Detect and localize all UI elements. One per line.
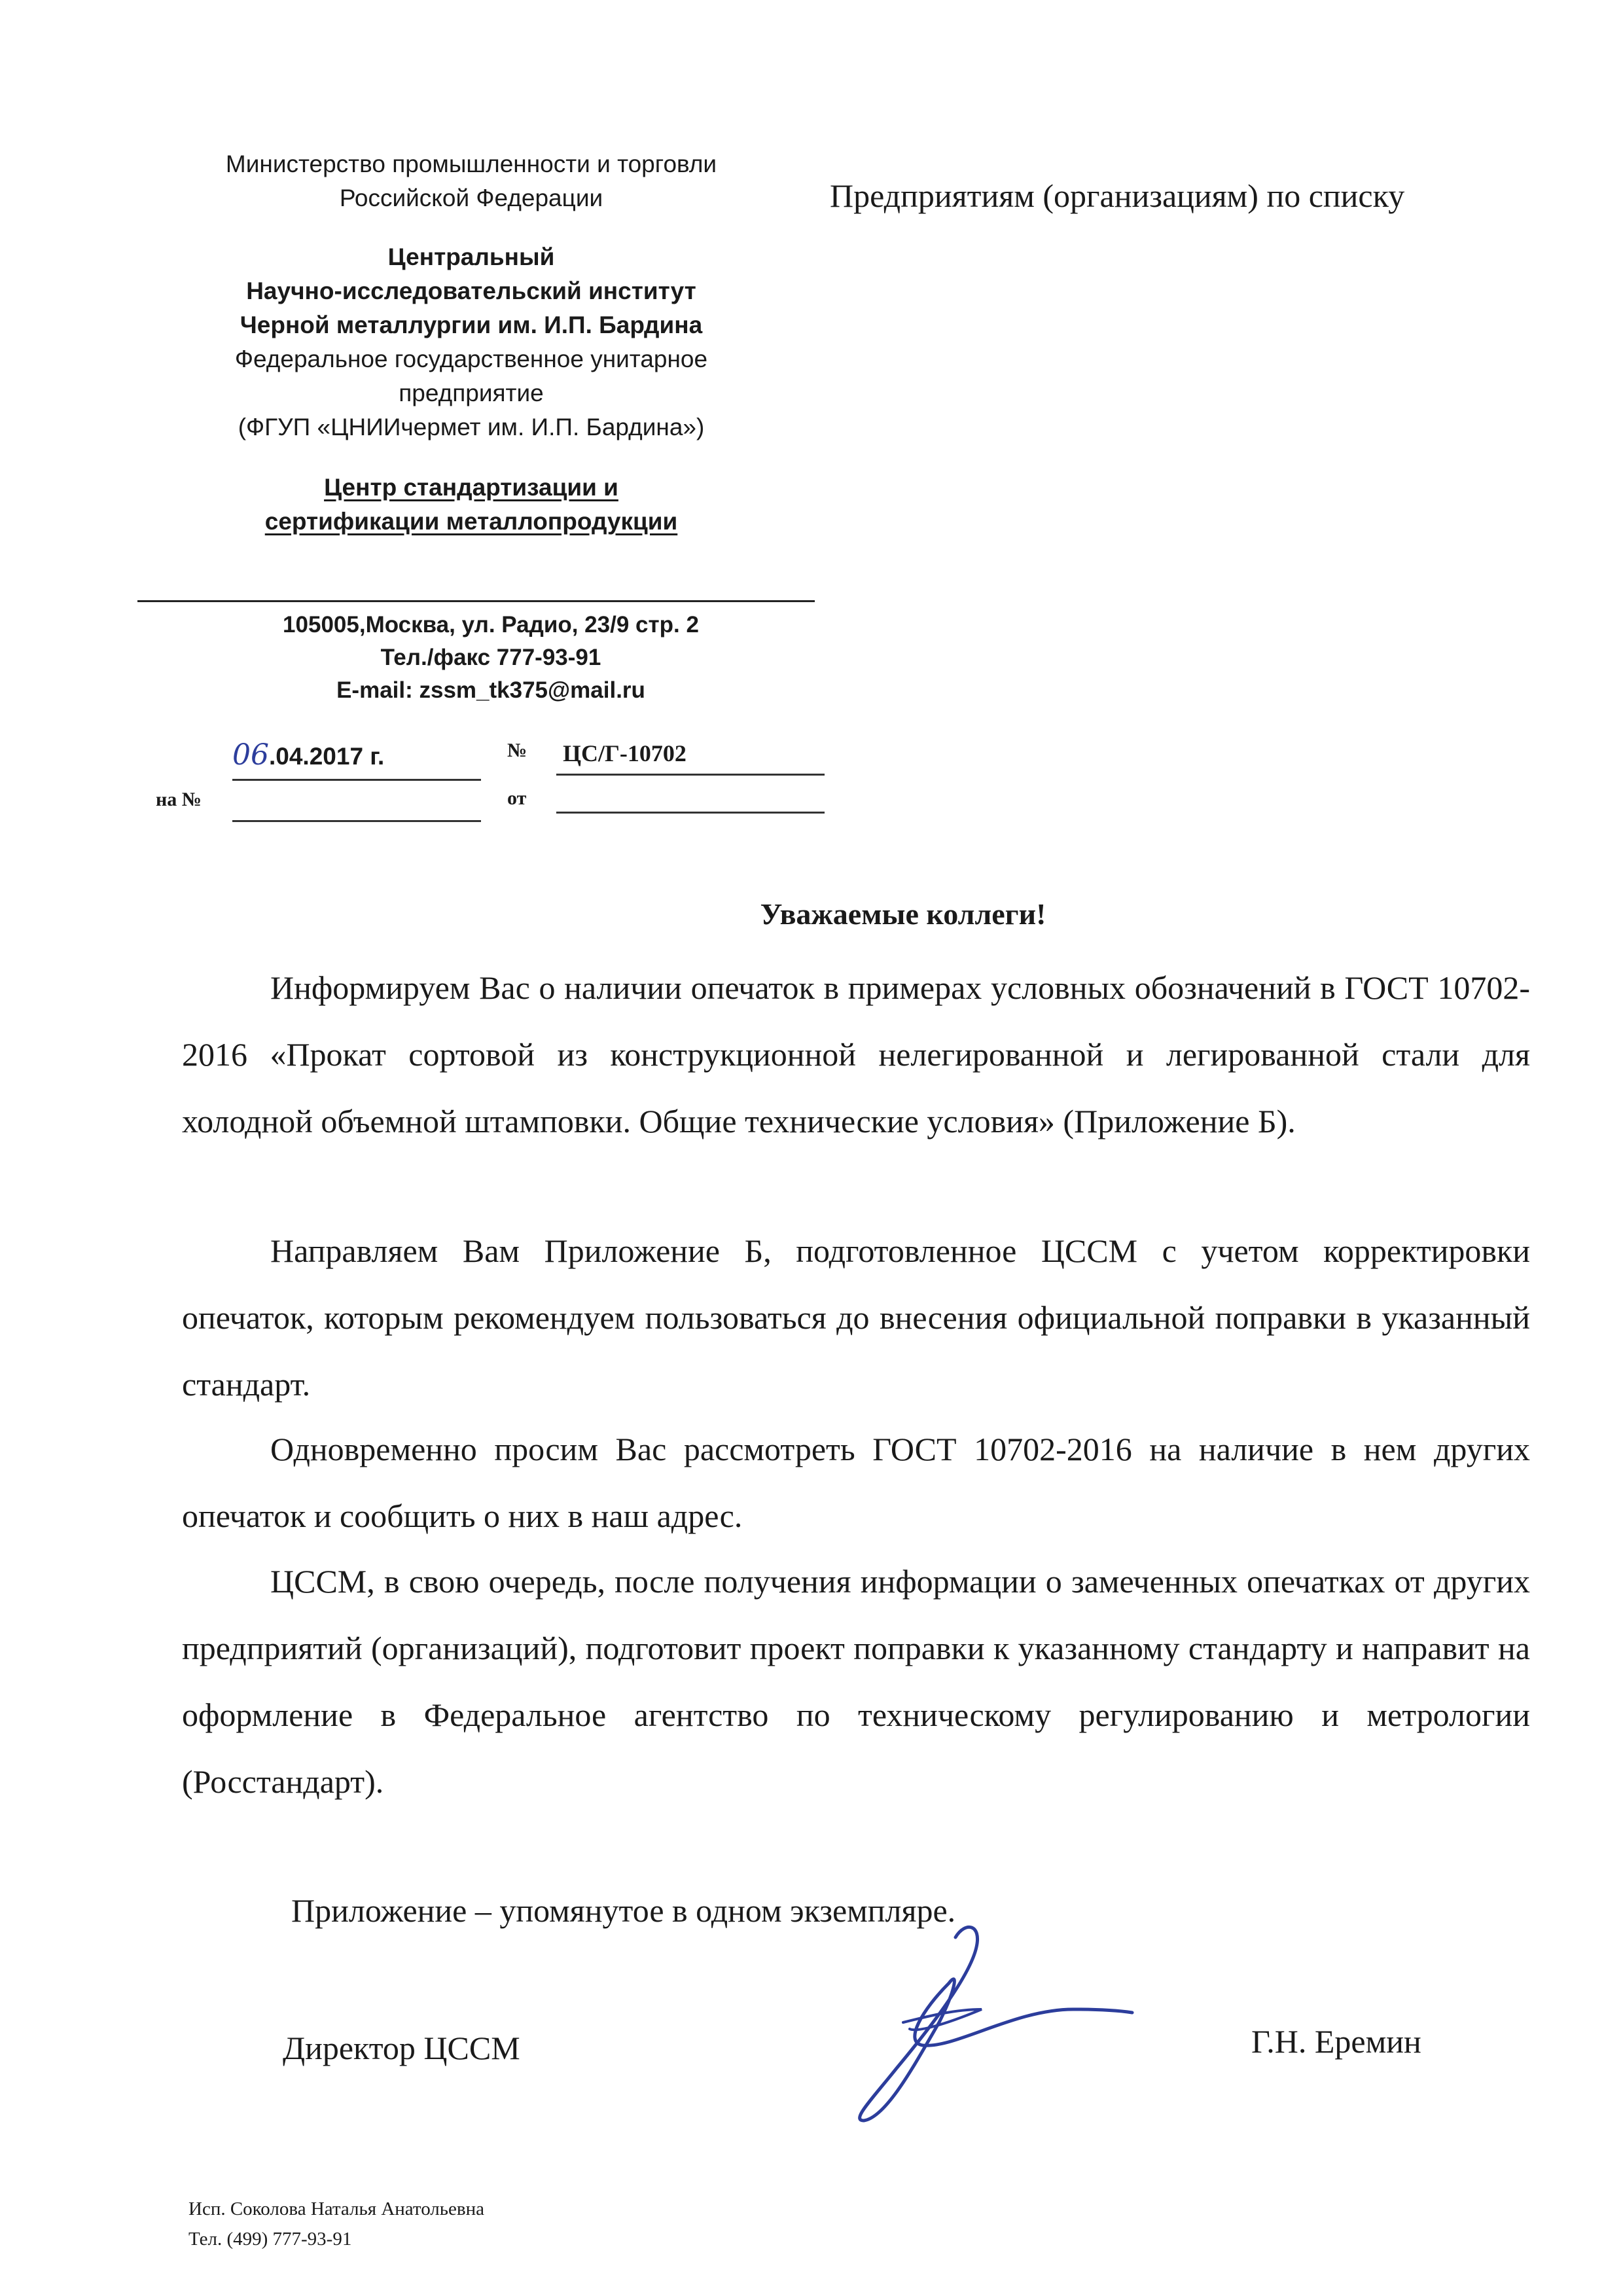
paragraph-3-text: Одновременно просим Вас рассмотреть ГОСТ 10702-2016 на наличие в нем других опечаток и сообщить о них в наш адрес.	[182, 1431, 1530, 1534]
signature-stroke-main	[860, 1927, 1132, 2121]
from-label: от	[507, 787, 527, 809]
handwritten-day: 06	[232, 738, 269, 772]
greeting: Уважаемые коллеги!	[760, 897, 1046, 931]
paragraph-3	[182, 1416, 1530, 1549]
date-rest: .04.2017 г.	[269, 743, 385, 770]
address-line-1: 105005,Москва, ул. Радио, 23/9 стр. 2	[283, 612, 699, 637]
executor-name: Исп. Соколова Наталья Анатольевна	[188, 2198, 484, 2219]
from-underline	[556, 812, 825, 814]
reply-to-underline	[232, 820, 481, 822]
institute-line-3: Черной металлургии им. И.П. Бардина	[240, 312, 703, 338]
signer-title: Директор ЦССМ	[283, 2030, 520, 2066]
registration-date	[232, 738, 384, 772]
reply-to-label: на №	[156, 789, 202, 810]
institute-line-6: (ФГУП «ЦНИИчермет им. И.П. Бардина»)	[238, 414, 705, 440]
institute-line-4: Федеральное государственное унитарное	[234, 346, 708, 372]
signer-name: Г.Н. Еремин	[1251, 2023, 1421, 2060]
paragraph-2-text: Направляем Вам Приложение Б, подготовленное ЦССМ с учетом корректировки опечаток, которым рекомендуем пользоваться до внесения официальной поправки в указанный стандарт.	[182, 1232, 1530, 1403]
ministry-line-2: Российской Федерации	[339, 185, 603, 211]
letterhead	[131, 147, 812, 539]
date-underline	[232, 779, 481, 781]
executor-phone: Тел. (499) 777-93-91	[188, 2229, 352, 2250]
institute-line-2: Научно-исследовательский институт	[246, 278, 696, 304]
executor-footer	[188, 2194, 484, 2254]
ministry-line-1: Министерство промышленности и торговли	[225, 151, 717, 177]
address-line-3: E-mail: zssm_tk375@mail.ru	[336, 677, 645, 703]
paragraph-4-text: ЦССМ, в свою очередь, после получения информации о замеченных опечатках от других предприятий (организаций), подготовит проект поправки к указанному стандарту и направит на оформление в Федеральное агентство по техническому регулированию и метрологии (Росстандарт).	[182, 1563, 1530, 1800]
paragraph-1-text: Информируем Вас о наличии опечаток в примерах условных обозначений в ГОСТ 10702-2016 «Прокат сортовой из конструкционной нелегированной и легированной стали для холодной объемной штамповки. Общие технические условия» (Приложение Б).	[182, 969, 1530, 1139]
paragraph-1	[182, 954, 1530, 1155]
attachment-note: Приложение – упомянутое в одном экземпляре.	[291, 1892, 956, 1929]
addressee: Предприятиям (организациям) по списку	[830, 177, 1405, 214]
institute-line-5: предприятие	[399, 380, 544, 406]
number-underline	[556, 774, 825, 776]
letterhead-divider	[137, 600, 815, 602]
address-line-2: Тел./факс 777-93-91	[380, 645, 601, 670]
handwritten-signature	[825, 1911, 1152, 2134]
paragraph-4	[182, 1548, 1530, 1815]
center-line-1: Центр стандартизации и	[324, 474, 618, 501]
institute-line-1: Центральный	[387, 243, 555, 270]
registration-number: ЦС/Г-10702	[563, 740, 687, 766]
center-line-2: сертификации металлопродукции	[264, 508, 678, 535]
number-label: №	[507, 740, 527, 761]
paragraph-2	[182, 1217, 1530, 1418]
signature-stroke-loop	[903, 2009, 982, 2030]
letterhead-address	[196, 609, 785, 707]
